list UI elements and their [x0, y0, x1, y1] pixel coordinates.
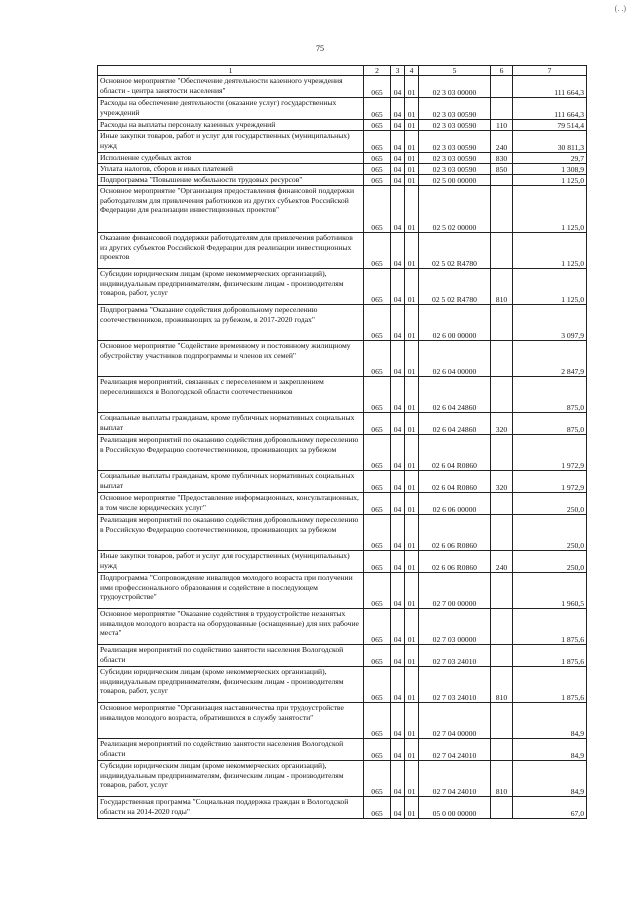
row-section-cell: 04 — [391, 233, 405, 269]
row-admin-code-cell: 065 — [364, 609, 391, 645]
row-name-cell: Реализация мероприятий по содействию занятости населения Вологодской области — [98, 645, 364, 667]
row-amount-cell: 1 125,0 — [513, 186, 587, 233]
row-expense-type-cell: 240 — [491, 131, 513, 153]
header-cell: 7 — [513, 66, 587, 76]
table-row — [98, 269, 587, 305]
row-target-code-cell: 02 6 04 00000 — [419, 341, 491, 377]
row-expense-type-cell — [491, 98, 513, 120]
row-admin-code-cell: 065 — [364, 761, 391, 797]
row-amount-cell: 875,0 — [513, 413, 587, 435]
row-expense-type-cell: 810 — [491, 667, 513, 703]
table-row — [98, 131, 587, 153]
row-expense-type-cell: 240 — [491, 551, 513, 573]
row-name-cell: Субсидии юридическим лицам (кроме некоммерческих организаций), индивидуальным предпринимателям, физическим лицам - производителям товаров, работ, услуг — [98, 761, 364, 797]
row-section-cell: 04 — [391, 76, 405, 98]
row-expense-type-cell — [491, 493, 513, 515]
row-expense-type-cell — [491, 186, 513, 233]
row-section-cell: 04 — [391, 573, 405, 609]
row-name-cell: Расходы на выплаты персоналу казенных учреждений — [98, 120, 364, 131]
row-target-code-cell: 02 6 06 00000 — [419, 493, 491, 515]
table-row — [98, 377, 587, 413]
row-section-cell: 04 — [391, 377, 405, 413]
row-admin-code-cell: 065 — [364, 435, 391, 471]
row-amount-cell: 1 308,9 — [513, 164, 587, 175]
row-expense-type-cell — [491, 76, 513, 98]
row-amount-cell: 79 514,4 — [513, 120, 587, 131]
row-section-cell: 04 — [391, 120, 405, 131]
row-expense-type-cell: 320 — [491, 471, 513, 493]
header-cell: 3 — [391, 66, 405, 76]
row-amount-cell: 2 847,9 — [513, 341, 587, 377]
row-amount-cell: 1 875,6 — [513, 609, 587, 645]
row-target-code-cell: 02 3 03 00590 — [419, 164, 491, 175]
row-name-cell: Расходы на обеспечение деятельности (оказание услуг) государственных учреждений — [98, 98, 364, 120]
row-target-code-cell: 02 5 00 00000 — [419, 175, 491, 186]
row-subsection-cell: 01 — [405, 551, 419, 573]
row-expense-type-cell — [491, 233, 513, 269]
row-admin-code-cell: 065 — [364, 341, 391, 377]
row-admin-code-cell: 065 — [364, 797, 391, 819]
row-amount-cell: 1 875,6 — [513, 645, 587, 667]
row-section-cell: 04 — [391, 164, 405, 175]
row-amount-cell: 84,9 — [513, 739, 587, 761]
table-row — [98, 341, 587, 377]
row-section-cell: 04 — [391, 551, 405, 573]
table-row — [98, 703, 587, 739]
table-row — [98, 233, 587, 269]
row-subsection-cell: 01 — [405, 98, 419, 120]
row-target-code-cell: 02 7 03 00000 — [419, 609, 491, 645]
row-admin-code-cell: 065 — [364, 76, 391, 98]
row-subsection-cell: 01 — [405, 175, 419, 186]
row-name-cell: Социальные выплаты гражданам, кроме публичных нормативных социальных выплат — [98, 413, 364, 435]
row-subsection-cell: 01 — [405, 703, 419, 739]
row-admin-code-cell: 065 — [364, 515, 391, 551]
row-name-cell: Субсидии юридическим лицам (кроме некоммерческих организаций), индивидуальным предпринимателям, физическим лицам - производителям товаров, работ, услуг — [98, 667, 364, 703]
table-row — [98, 797, 587, 819]
row-subsection-cell: 01 — [405, 645, 419, 667]
row-admin-code-cell: 065 — [364, 164, 391, 175]
row-admin-code-cell: 065 — [364, 186, 391, 233]
table-row — [98, 120, 587, 131]
row-subsection-cell: 01 — [405, 341, 419, 377]
row-target-code-cell: 02 3 03 00590 — [419, 153, 491, 164]
row-expense-type-cell: 850 — [491, 164, 513, 175]
table-row — [98, 186, 587, 233]
table-row — [98, 175, 587, 186]
row-expense-type-cell — [491, 377, 513, 413]
row-admin-code-cell: 065 — [364, 305, 391, 341]
row-expense-type-cell — [491, 341, 513, 377]
row-admin-code-cell: 065 — [364, 573, 391, 609]
row-subsection-cell: 01 — [405, 797, 419, 819]
row-target-code-cell: 02 6 04 R0860 — [419, 471, 491, 493]
table-row — [98, 435, 587, 471]
row-admin-code-cell: 065 — [364, 645, 391, 667]
row-subsection-cell: 01 — [405, 233, 419, 269]
row-target-code-cell: 05 0 00 00000 — [419, 797, 491, 819]
row-name-cell: Основное мероприятие "Содействие временному и постоянному жилищному обустройству участников подпрограммы и членов их семей" — [98, 341, 364, 377]
row-subsection-cell: 01 — [405, 186, 419, 233]
row-admin-code-cell: 065 — [364, 98, 391, 120]
row-target-code-cell: 02 6 04 R0860 — [419, 435, 491, 471]
page-number: 75 — [316, 44, 324, 53]
row-section-cell: 04 — [391, 667, 405, 703]
row-name-cell: Оказание финансовой поддержки работодателям для привлечения работников из других субъектов Российской Федерации для реализации инвестиционных проектов — [98, 233, 364, 269]
row-name-cell: Основное мероприятие "Организация предоставления финансовой поддержки работодателям для привлечения работников из других субъектов Российской Федерации для реализации инвестиционных проектов" — [98, 186, 364, 233]
table-row — [98, 305, 587, 341]
row-target-code-cell: 02 7 03 24010 — [419, 645, 491, 667]
row-subsection-cell: 01 — [405, 609, 419, 645]
row-section-cell: 04 — [391, 413, 405, 435]
row-name-cell: Уплата налогов, сборов и иных платежей — [98, 164, 364, 175]
row-target-code-cell: 02 6 00 00000 — [419, 305, 491, 341]
row-target-code-cell: 02 3 03 00590 — [419, 120, 491, 131]
row-name-cell: Основное мероприятие "Обеспечение деятельности казенного учреждения области - центра занятости населения" — [98, 76, 364, 98]
row-amount-cell: 84,9 — [513, 761, 587, 797]
row-amount-cell: 250,0 — [513, 493, 587, 515]
row-section-cell: 04 — [391, 493, 405, 515]
row-amount-cell: 1 972,9 — [513, 435, 587, 471]
row-section-cell: 04 — [391, 131, 405, 153]
row-target-code-cell: 02 3 03 00000 — [419, 76, 491, 98]
row-admin-code-cell: 065 — [364, 703, 391, 739]
row-subsection-cell: 01 — [405, 377, 419, 413]
header-row — [98, 66, 587, 76]
row-section-cell: 04 — [391, 739, 405, 761]
row-target-code-cell: 02 5 02 00000 — [419, 186, 491, 233]
table-row — [98, 471, 587, 493]
row-section-cell: 04 — [391, 797, 405, 819]
row-subsection-cell: 01 — [405, 761, 419, 797]
row-name-cell: Реализация мероприятий по оказанию содействия добровольному переселению в Российскую Федерацию соотечественников, проживающих за рубежом — [98, 435, 364, 471]
header-cell: 1 — [98, 66, 364, 76]
row-subsection-cell: 01 — [405, 573, 419, 609]
row-name-cell: Основное мероприятие "Предоставление информационных, консультационных, в том числе юридических услуг" — [98, 493, 364, 515]
row-name-cell: Основное мероприятие "Оказание содействия в трудоустройстве незанятых инвалидов молодого возраста на оборудованные (оснащенные) для них рабочие места" — [98, 609, 364, 645]
row-subsection-cell: 01 — [405, 667, 419, 703]
row-expense-type-cell — [491, 175, 513, 186]
row-admin-code-cell: 065 — [364, 413, 391, 435]
row-name-cell: Реализация мероприятий, связанных с переселением и закреплением переселившихся в Вологодской области соотечественников — [98, 377, 364, 413]
row-section-cell: 04 — [391, 175, 405, 186]
row-amount-cell: 111 664,3 — [513, 98, 587, 120]
table-row — [98, 153, 587, 164]
row-expense-type-cell: 830 — [491, 153, 513, 164]
row-amount-cell: 3 097,9 — [513, 305, 587, 341]
row-section-cell: 04 — [391, 153, 405, 164]
row-section-cell: 04 — [391, 269, 405, 305]
row-amount-cell: 84,9 — [513, 703, 587, 739]
row-target-code-cell: 02 7 04 24010 — [419, 761, 491, 797]
row-name-cell: Подпрограмма "Повышение мобильности трудовых ресурсов" — [98, 175, 364, 186]
row-target-code-cell: 02 7 04 24010 — [419, 739, 491, 761]
row-target-code-cell: 02 5 02 R4780 — [419, 233, 491, 269]
row-admin-code-cell: 065 — [364, 153, 391, 164]
row-expense-type-cell: 810 — [491, 269, 513, 305]
row-section-cell: 04 — [391, 761, 405, 797]
row-admin-code-cell: 065 — [364, 269, 391, 305]
row-expense-type-cell: 320 — [491, 413, 513, 435]
row-subsection-cell: 01 — [405, 131, 419, 153]
table-row — [98, 551, 587, 573]
row-section-cell: 04 — [391, 609, 405, 645]
row-amount-cell: 67,0 — [513, 797, 587, 819]
table-row — [98, 573, 587, 609]
row-admin-code-cell: 065 — [364, 175, 391, 186]
row-target-code-cell: 02 6 06 R0860 — [419, 515, 491, 551]
row-amount-cell: 1 125,0 — [513, 175, 587, 186]
row-amount-cell: 30 811,3 — [513, 131, 587, 153]
row-subsection-cell: 01 — [405, 435, 419, 471]
row-subsection-cell: 01 — [405, 153, 419, 164]
corner-mark: (. .) — [614, 4, 626, 13]
row-target-code-cell: 02 3 03 00590 — [419, 131, 491, 153]
row-target-code-cell: 02 6 04 24860 — [419, 377, 491, 413]
row-admin-code-cell: 065 — [364, 377, 391, 413]
row-expense-type-cell — [491, 703, 513, 739]
table-row — [98, 413, 587, 435]
row-expense-type-cell: 810 — [491, 761, 513, 797]
row-section-cell: 04 — [391, 98, 405, 120]
row-target-code-cell: 02 5 02 R4780 — [419, 269, 491, 305]
row-name-cell: Подпрограмма "Сопровождение инвалидов молодого возраста при получении ими профессионального образования и содействие в последующем трудоустройстве" — [98, 573, 364, 609]
row-expense-type-cell — [491, 305, 513, 341]
row-name-cell: Иные закупки товаров, работ и услуг для государственных (муниципальных) нужд — [98, 131, 364, 153]
row-section-cell: 04 — [391, 703, 405, 739]
row-subsection-cell: 01 — [405, 493, 419, 515]
row-subsection-cell: 01 — [405, 120, 419, 131]
header-cell: 6 — [491, 66, 513, 76]
header-cell: 5 — [419, 66, 491, 76]
row-amount-cell: 1 972,9 — [513, 471, 587, 493]
row-subsection-cell: 01 — [405, 413, 419, 435]
row-section-cell: 04 — [391, 186, 405, 233]
row-name-cell: Подпрограмма "Оказание содействия добровольному переселению соотечественников, проживающих за рубежом, в 2017-2020 годах" — [98, 305, 364, 341]
row-subsection-cell: 01 — [405, 739, 419, 761]
header-cell: 2 — [364, 66, 391, 76]
row-target-code-cell: 02 7 03 24010 — [419, 667, 491, 703]
row-name-cell: Государственная программа "Социальная поддержка граждан в Вологодской области на 2014-2020 годы" — [98, 797, 364, 819]
row-expense-type-cell: 110 — [491, 120, 513, 131]
row-amount-cell: 250,0 — [513, 515, 587, 551]
row-subsection-cell: 01 — [405, 269, 419, 305]
table-row — [98, 761, 587, 797]
row-section-cell: 04 — [391, 645, 405, 667]
row-amount-cell: 1 875,6 — [513, 667, 587, 703]
table-row — [98, 98, 587, 120]
row-name-cell: Иные закупки товаров, работ и услуг для государственных (муниципальных) нужд — [98, 551, 364, 573]
row-subsection-cell: 01 — [405, 76, 419, 98]
row-expense-type-cell — [491, 739, 513, 761]
row-expense-type-cell — [491, 609, 513, 645]
row-name-cell: Исполнение судебных актов — [98, 153, 364, 164]
row-admin-code-cell: 065 — [364, 493, 391, 515]
row-expense-type-cell — [491, 435, 513, 471]
row-target-code-cell: 02 7 00 00000 — [419, 573, 491, 609]
table-row — [98, 515, 587, 551]
row-name-cell: Реализация мероприятий по оказанию содействия добровольному переселению в Российскую Федерацию соотечественников, проживающих за рубежом — [98, 515, 364, 551]
row-section-cell: 04 — [391, 305, 405, 341]
row-target-code-cell: 02 7 04 00000 — [419, 703, 491, 739]
table-row — [98, 667, 587, 703]
row-amount-cell: 1 125,0 — [513, 233, 587, 269]
row-admin-code-cell: 065 — [364, 233, 391, 269]
budget-table — [97, 65, 587, 819]
row-subsection-cell: 01 — [405, 515, 419, 551]
row-amount-cell: 29,7 — [513, 153, 587, 164]
row-admin-code-cell: 065 — [364, 739, 391, 761]
row-target-code-cell: 02 6 04 24860 — [419, 413, 491, 435]
row-admin-code-cell: 065 — [364, 471, 391, 493]
row-amount-cell: 111 664,3 — [513, 76, 587, 98]
table-row — [98, 493, 587, 515]
row-amount-cell: 875,0 — [513, 377, 587, 413]
row-amount-cell: 1 960,5 — [513, 573, 587, 609]
table-row — [98, 739, 587, 761]
row-expense-type-cell — [491, 645, 513, 667]
row-section-cell: 04 — [391, 435, 405, 471]
row-admin-code-cell: 065 — [364, 667, 391, 703]
table-row — [98, 645, 587, 667]
row-name-cell: Реализация мероприятий по содействию занятости населения Вологодской области — [98, 739, 364, 761]
row-section-cell: 04 — [391, 471, 405, 493]
table-row — [98, 164, 587, 175]
header-cell: 4 — [405, 66, 419, 76]
row-admin-code-cell: 065 — [364, 551, 391, 573]
row-section-cell: 04 — [391, 341, 405, 377]
row-amount-cell: 250,0 — [513, 551, 587, 573]
budget-table-container — [97, 65, 586, 819]
row-expense-type-cell — [491, 515, 513, 551]
row-expense-type-cell — [491, 573, 513, 609]
row-expense-type-cell — [491, 797, 513, 819]
row-subsection-cell: 01 — [405, 471, 419, 493]
row-name-cell: Социальные выплаты гражданам, кроме публичных нормативных социальных выплат — [98, 471, 364, 493]
row-target-code-cell: 02 3 03 00590 — [419, 98, 491, 120]
row-section-cell: 04 — [391, 515, 405, 551]
row-name-cell: Основное мероприятие "Организация наставничества при трудоустройстве инвалидов молодого возраста, обратившихся в службу занятости" — [98, 703, 364, 739]
row-subsection-cell: 01 — [405, 164, 419, 175]
row-admin-code-cell: 065 — [364, 131, 391, 153]
row-subsection-cell: 01 — [405, 305, 419, 341]
table-row — [98, 76, 587, 98]
row-target-code-cell: 02 6 06 R0860 — [419, 551, 491, 573]
table-row — [98, 609, 587, 645]
row-name-cell: Субсидии юридическим лицам (кроме некоммерческих организаций), индивидуальным предпринимателям, физическим лицам - производителям товаров, работ, услуг — [98, 269, 364, 305]
row-amount-cell: 1 125,0 — [513, 269, 587, 305]
row-admin-code-cell: 065 — [364, 120, 391, 131]
